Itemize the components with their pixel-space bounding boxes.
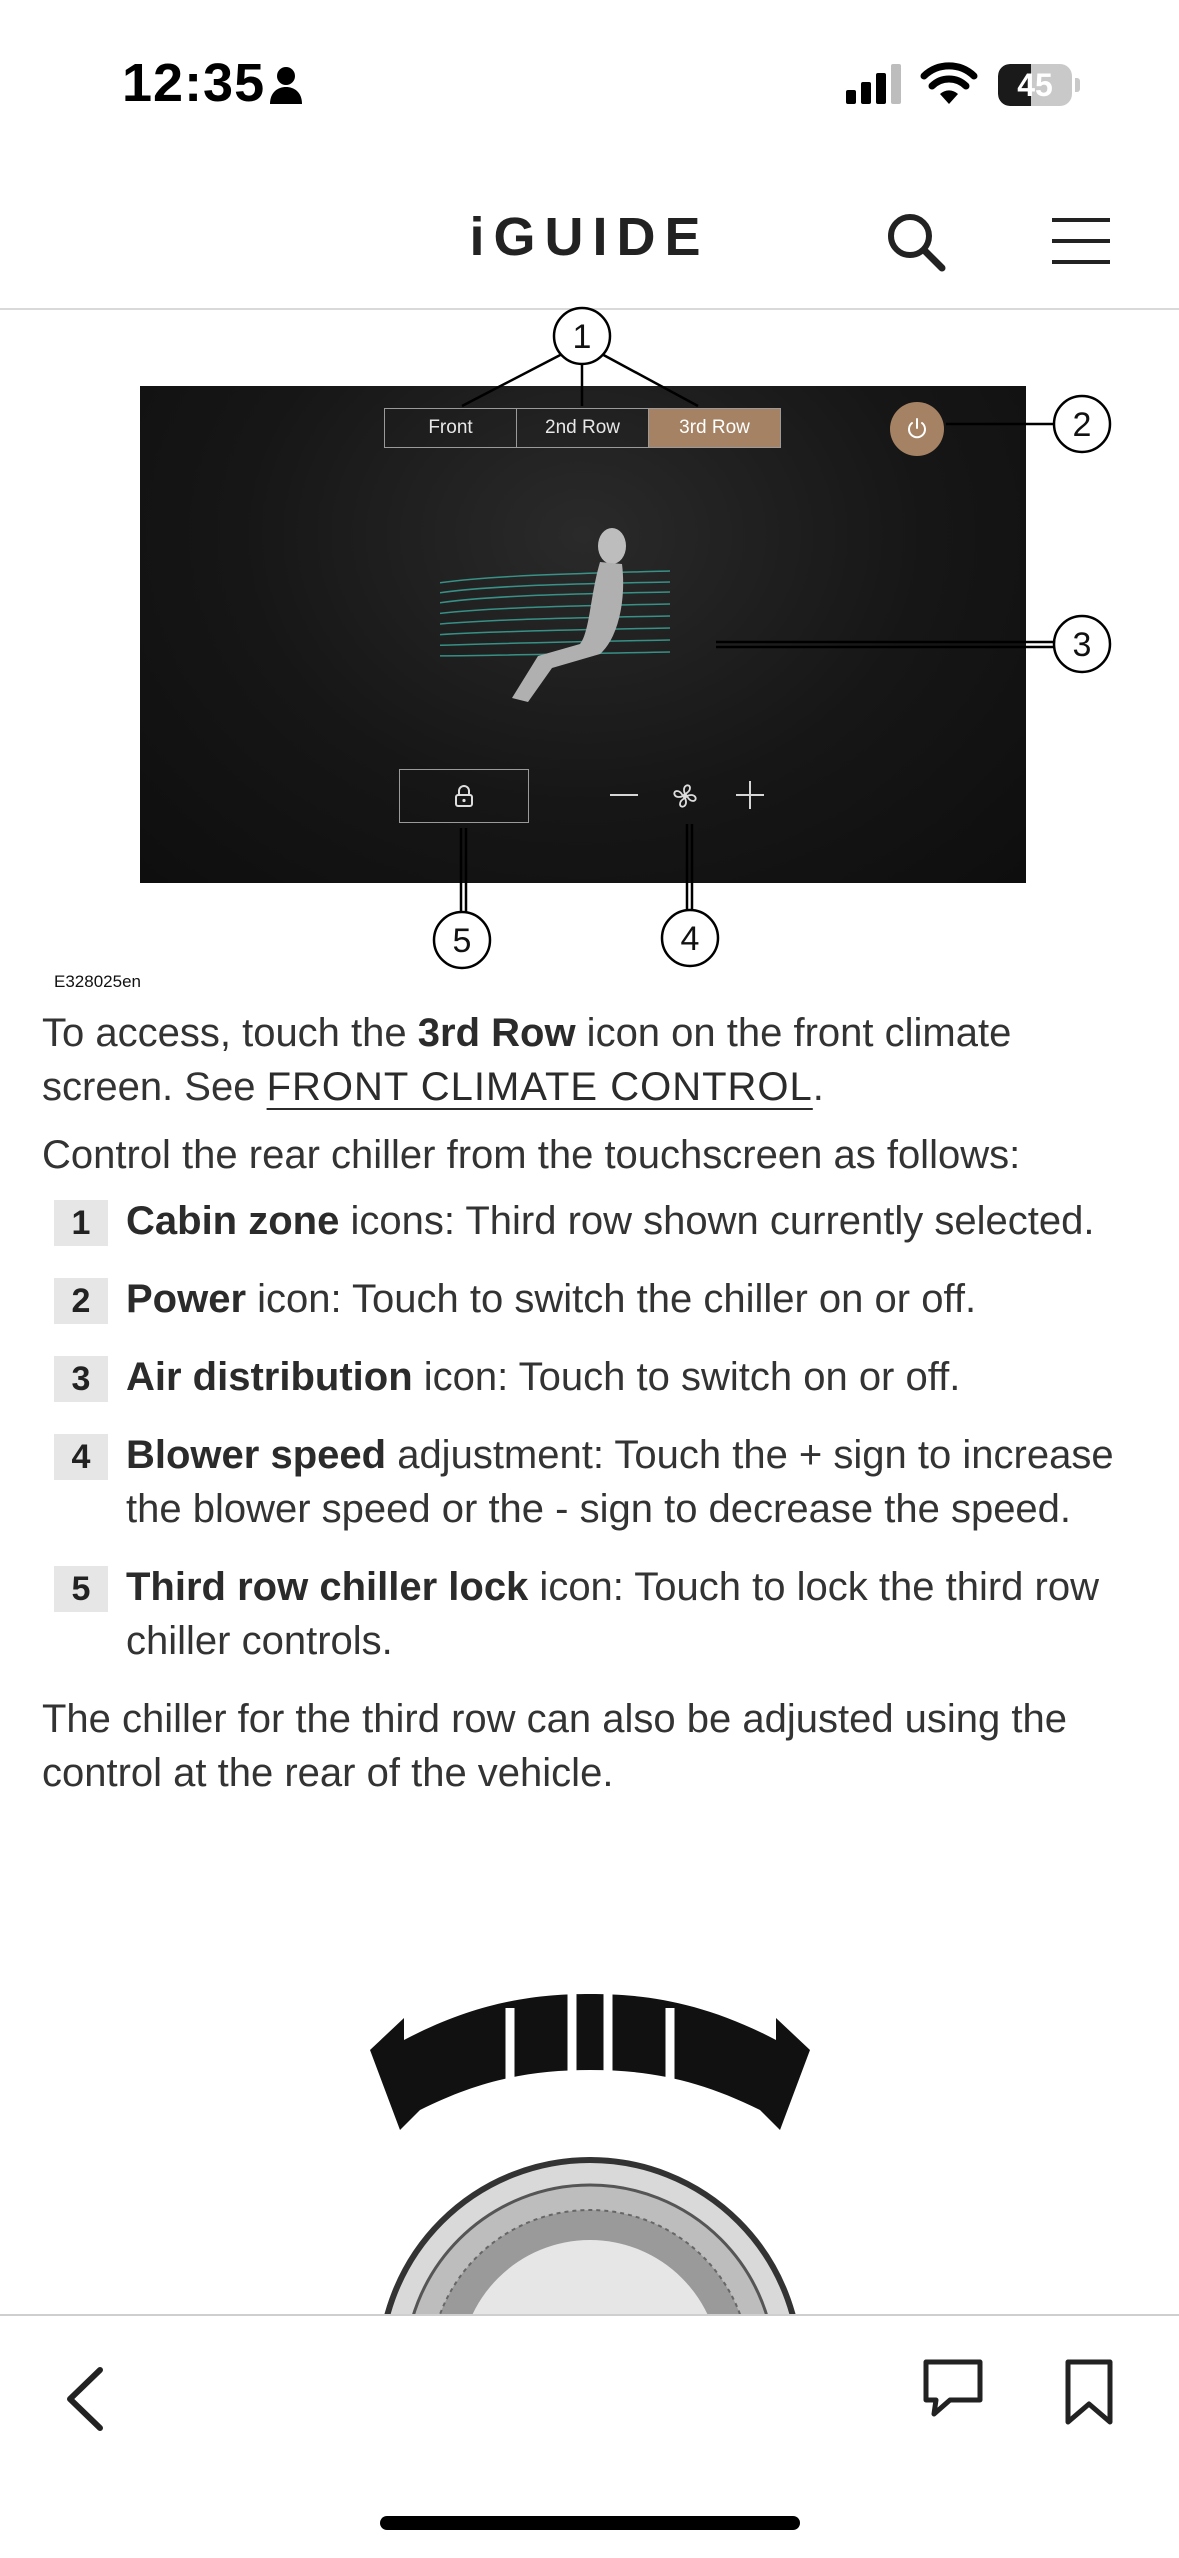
item-number-badge: 3 bbox=[54, 1356, 108, 1402]
figure-callouts bbox=[0, 300, 1179, 1000]
chevron-left-icon[interactable] bbox=[62, 2364, 106, 2434]
list-item: 4 Blower speed adjustment: Touch the + sign to increase the blower speed or the - sign to decrease the speed. bbox=[42, 1428, 1142, 1536]
bottom-toolbar bbox=[0, 2314, 1179, 2558]
list-item: 1 Cabin zone icons: Third row shown currently selected. bbox=[42, 1194, 1142, 1248]
climate-screen-figure bbox=[0, 300, 1179, 1000]
zone-tab-2nd-row: 2nd Row bbox=[517, 409, 649, 447]
status-time: 12:35 bbox=[122, 53, 266, 113]
zone-tab-3rd-row: 3rd Row bbox=[649, 409, 780, 447]
third-row-term: 3rd Row bbox=[417, 1011, 576, 1055]
list-item: 2 Power icon: Touch to switch the chiller on or off. bbox=[42, 1272, 1142, 1326]
bookmark-icon[interactable] bbox=[1062, 2358, 1116, 2426]
person-icon bbox=[268, 66, 304, 106]
list-item: 3 Air distribution icon: Touch to switch on or off. bbox=[42, 1350, 1142, 1404]
callout-1: 1 bbox=[572, 318, 592, 356]
rear-control-knob-illustration bbox=[340, 1990, 840, 2320]
home-indicator[interactable] bbox=[380, 2516, 800, 2530]
status-bar bbox=[0, 0, 1179, 170]
callout-2: 2 bbox=[1072, 406, 1092, 444]
battery-icon bbox=[998, 64, 1078, 106]
callout-3: 3 bbox=[1072, 626, 1092, 664]
zone-tab-front: Front bbox=[385, 409, 517, 447]
intro-paragraph: To access, touch the 3rd Row icon on the front climate screen. See FRONT CLIMATE CONTROL. bbox=[42, 1011, 1012, 1109]
battery-level: 45 bbox=[1017, 67, 1053, 103]
callout-5: 5 bbox=[452, 922, 472, 960]
instructions-paragraph: Control the rear chiller from the touchscreen as follows: bbox=[42, 1133, 1021, 1177]
cellular-signal-icon bbox=[846, 64, 904, 104]
rear-control-paragraph: The chiller for the third row can also be adjusted using the control at the rear of the vehicle. bbox=[42, 1697, 1068, 1795]
item-number-badge: 4 bbox=[54, 1434, 108, 1480]
item-number-badge: 1 bbox=[54, 1200, 108, 1246]
callout-4: 4 bbox=[680, 920, 700, 958]
chat-icon[interactable] bbox=[920, 2356, 986, 2422]
article-content bbox=[42, 1006, 1142, 1800]
search-icon[interactable] bbox=[884, 210, 948, 274]
menu-icon[interactable] bbox=[1052, 218, 1110, 264]
item-number-badge: 2 bbox=[54, 1278, 108, 1324]
item-number-badge: 5 bbox=[54, 1566, 108, 1612]
list-item: 5 Third row chiller lock icon: Touch to lock the third row chiller controls. bbox=[42, 1560, 1142, 1668]
wifi-icon bbox=[920, 60, 978, 106]
figure-code: E328025en bbox=[54, 972, 141, 991]
app-title: iGUIDE bbox=[469, 207, 710, 267]
app-header bbox=[0, 170, 1179, 310]
front-climate-control-link[interactable]: FRONT CLIMATE CONTROL bbox=[266, 1065, 813, 1109]
